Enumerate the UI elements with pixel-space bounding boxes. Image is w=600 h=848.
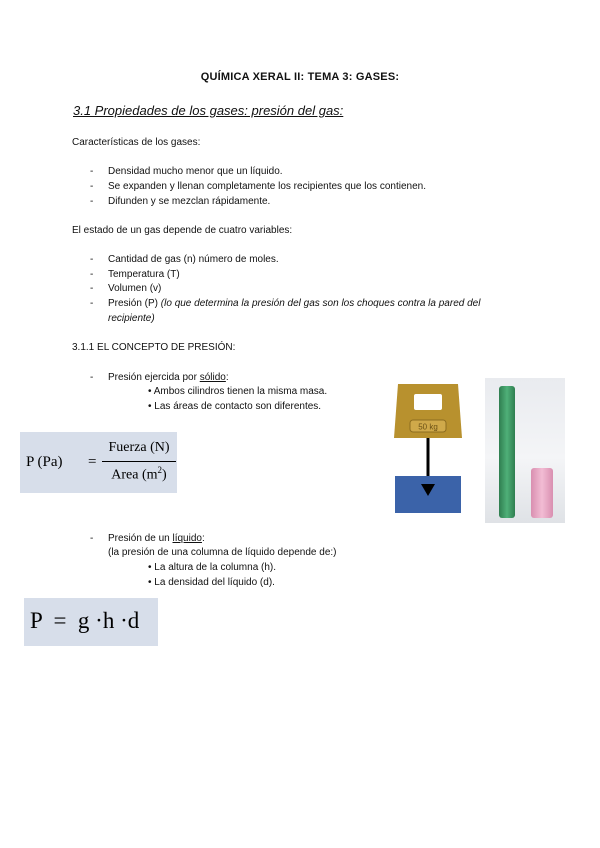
bullet-dot: • [148, 386, 152, 397]
list-item [90, 180, 426, 194]
bullet-dot: • [148, 562, 152, 573]
state-intro: El estado de un gas depende de cuatro variables: [72, 225, 293, 236]
solid-suffix: : [225, 372, 229, 383]
cylinders-photo [485, 378, 565, 523]
solid-bullet-text: Las áreas de contacto son diferentes. [154, 401, 322, 412]
dash-bullet: - [90, 181, 94, 192]
solid-bullet [148, 385, 327, 399]
liquid-bullet [148, 576, 275, 590]
short-pink-cylinder [531, 468, 553, 518]
formula-numerator: Fuerza (N) [108, 440, 170, 455]
dash-bullet: - [90, 269, 94, 280]
formula-denominator: Area $(m^2)$ [111, 465, 167, 483]
list-item-text: Difunden y se mezclan rápidamente. [108, 196, 271, 207]
dash-bullet: - [90, 372, 94, 383]
solid-bullet [148, 400, 321, 414]
dash-bullet: - [90, 298, 94, 309]
tall-green-cylinder [499, 386, 515, 518]
list-item [90, 165, 283, 179]
liquid-word: líquido [172, 533, 202, 544]
bullet-dot: • [148, 577, 152, 588]
formula-equals: = [88, 454, 97, 470]
list-item-pressure [90, 297, 481, 311]
list-item-text: Volumen (v) [108, 283, 162, 294]
list-item [90, 195, 271, 209]
solid-prefix: Presión ejercida por [108, 372, 197, 383]
dash-bullet: - [90, 166, 94, 177]
pressure-note-continued: recipiente) [108, 313, 155, 324]
list-item-text: Cantidad de gas (n) número de moles. [108, 254, 279, 265]
liquid-suffix: : [201, 533, 205, 544]
pressure-note: (lo que determina la presión del gas son los choques contra la pared del [160, 298, 481, 309]
hydrostatic-formula [24, 598, 158, 646]
liquid-prefix: Presión de un [108, 533, 170, 544]
liquid-note: (la presión de una columna de líquido depende de:) [108, 547, 337, 558]
dash-bullet: - [90, 283, 94, 294]
document-title: QUÍMICA XERAL II: TEMA 3: GASES: [200, 71, 400, 83]
list-item [90, 268, 180, 282]
liquid-pressure-heading [90, 532, 205, 546]
liquid-bullet [148, 561, 276, 575]
hydrostatic-formula-text: P = g ·h ·d [30, 608, 140, 633]
liquid-bullet-text: La altura de la columna (h). [154, 562, 277, 573]
weight-label: 50 kg [418, 422, 438, 432]
characteristics-intro: Características de los gases: [72, 137, 201, 148]
list-item-text: Temperatura (T) [108, 269, 180, 280]
list-item-text: Densidad mucho menor que un líquido. [108, 166, 283, 177]
formula-lhs: P (Pa) [26, 454, 63, 470]
pressure-formula [20, 432, 177, 493]
fraction-bar [102, 461, 176, 462]
weight-handle-hole [414, 394, 442, 410]
dash-bullet: - [90, 533, 94, 544]
solid-bullet-text: Ambos cilindros tienen la misma masa. [153, 386, 328, 397]
list-item-text: Se expanden y llenan completamente los recipientes que los contienen. [108, 181, 426, 192]
weight-illustration [392, 380, 464, 514]
list-item [90, 253, 279, 267]
subsection-title: 3.1.1 EL CONCEPTO DE PRESIÓN: [72, 342, 236, 353]
section-title: 3.1 Propiedades de los gases: presión del gas: [73, 103, 344, 118]
liquid-bullet-text: La densidad del líquido (d). [154, 577, 275, 588]
solid-pressure-heading [90, 371, 229, 385]
bullet-dot: • [148, 401, 152, 412]
dash-bullet: - [90, 196, 94, 207]
dash-bullet: - [90, 254, 94, 265]
pressure-label: Presión (P) [108, 298, 159, 309]
list-item [90, 282, 162, 296]
solid-word: sólido [199, 372, 226, 383]
